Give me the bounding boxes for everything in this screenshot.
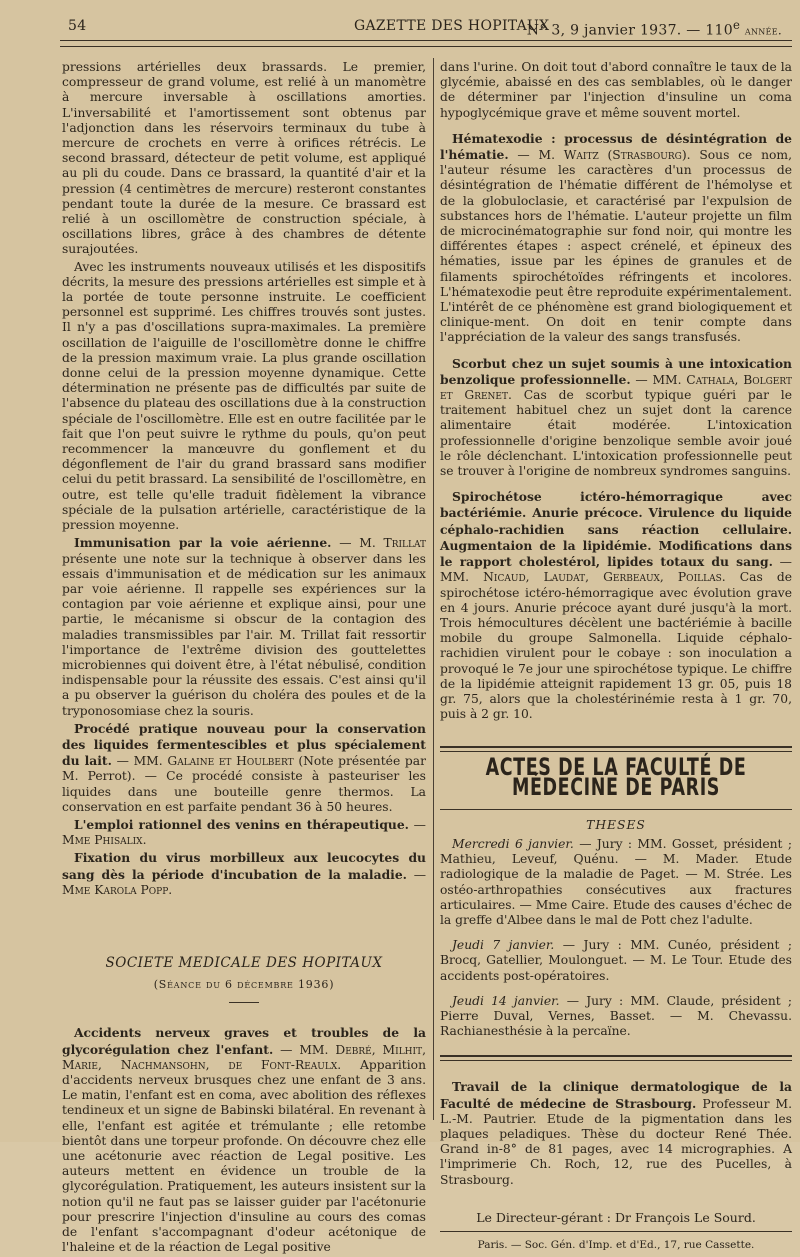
accidents-authors: MM. Debré, Milhit, Marie, Nachmansohn, de Font-Reaulx. — [62, 1042, 426, 1072]
venins-author: Mme Phisalix. — [62, 833, 147, 848]
travail-heading: Travail de la clinique dermatologique de la Faculté de médecine de Strasbourg. — [440, 1079, 792, 1111]
venins-heading: L'emploi rationnel des venins en thérapeutique. — [74, 816, 409, 832]
paragraph-conservation: Procédé pratique nouveau pour la conservation des liquides fermentescibles et plus spécialement du lait. — MM. Galaine et Houlbert (Note présentée par M. Perrot). — Ce procédé consiste à pasteuriser les liquides dans une bouteille genre thermos. La conservation en est parfaite pendant 36 à 50 heures. — [62, 720, 426, 814]
printer-line: Paris. — Soc. Gén. d'Imp. et d'Ed., 17, rue Cassette. — [477, 1239, 755, 1251]
issue-sup: e — [732, 18, 741, 32]
these-jeudi-14 — [440, 994, 792, 1040]
fixation-heading: Fixation du virus morbilleux aux leucocytes du sang dès la période d'incubation de la maladie. — [62, 850, 426, 882]
issue-text: N° 3, 9 janvier 1937. — 110 — [526, 22, 733, 39]
scorbut-authors: MM. Cathala, Bolgert et Grenet. — [440, 372, 792, 403]
seance-date: (Séance du 6 décembre 1936) — [153, 978, 335, 992]
actes-rule-top — [440, 746, 792, 752]
conservation-authors: MM. Galaine et Houlbert — [133, 754, 294, 769]
travail-rule — [440, 1055, 792, 1061]
spirochetose-heading: Spirochétose ictéro-hémorragique avec bactériémie. Anurie précoce. Virulence du liquide céphalo-rachidien sans réaction cellulaire. Augmentaion de la lipidémie. Modifications dans le rapport cholestérol, lipides totaux du sang. — [440, 489, 792, 570]
journal-title: GAZETTE DES HOPITAUX — [354, 18, 550, 34]
immunisation-author: M. Trillat — [359, 536, 426, 551]
hematexodie-body: Sous ce nom, l'auteur résume les caractères d'un processus de désintégration de l'hématie différent de l'hémolyse et de la globuloclasie, et caractérisé par l'expulsion de substances hors de l'hématie. L'auteur projette un film de microcinématographie sur fond noir, qui montre les différentes étapes : aspect crénelé, et épineux des hématies, issue par les épines de granules et de filaments spirochétoïdes réfringents et incolores. L'hématexodie peut être reproduite expérimentalement. L'intérêt de ce phénomène est grand biologiquement et clinique-ment. On doit en tenir compte dans l'appréciation de la valeur des sangs transfusés. — [440, 148, 792, 345]
director-line: Le Directeur-gérant : Dr François Le Sourd. — [476, 1209, 756, 1225]
immunisation-heading: Immunisation par la voie aérienne. — [74, 535, 332, 551]
paragraph-fixation: Fixation du virus morbilleux aux leucocytes du sang dès la période d'incubation de la maladie. — Mme Karola Popp. — [62, 850, 426, 897]
theses-title: THESES — [586, 817, 646, 832]
accidents-body: Apparition d'accidents nerveux brusques chez une enfant de 3 ans. Le matin, l'enfant est en coma, avec abolition des réflexes tendineux et un signe de Babinski bilatéral. En revenant à elle, l'enfant est agitée et trémulante ; elle retombe bientôt dans une torpeur profonde. On découvre chez elle une acétonurie avec réaction de Legal positive. Les auteurs mettent en évidence un trouble de la glycorégulation. Pratiquement, les auteurs insistent sur la notion qu'il ne faut pas se laisser guider par l'acétonurie pour prescrire l'injection d'insuline au cours des comas de l'enfant s'accompagnant d'odeur acétonique de l'haleine et de la réaction de Legal positive — [62, 1057, 426, 1255]
paragraph-scorbut: Scorbut chez un sujet soumis à une intoxication benzolique professionnelle. — MM. Cathala, Bolgert et Grenet. Cas de scorbut typique guéri par le traitement habituel chez un sujet dont la carence alimentaire était modérée. L'intoxication professionnelle d'origine benzolique semble avoir joué le rôle déclenchant. L'intoxication professionnelle peut se trouver à l'origine de nombreux syndromes sanguins. — [440, 355, 792, 479]
fixation-author: Mme Karola Popp. — [62, 882, 173, 897]
paragraph-hematexodie: Hématexodie : processus de désintégration de l'hématie. — M. Waitz (Strasbourg). Sous ce nom, l'auteur résume les caractères d'un processus de désintégration de l'hématie différent de l'hémolyse et de la globuloclasie, et caractérisé par l'expulsion de substances hors de l'hématie. L'auteur projette un film de microcinématographie sur fond noir, qui montre les différentes étapes : aspect crénelé, et épineux des hématies, issue par les épines de granules et de filaments spirochétoïdes réfringents et incolores. L'hématexodie peut être reproduite expérimentalement. L'intérêt de ce phénomène est grand biologiquement et clinique-ment. On doit en tenir compte dans l'appréciation de la valeur des sangs transfusés. — [440, 130, 792, 345]
actes-heading: ACTES DE LA FACULTÉ DE MÉDECINE DE PARIS — [485, 754, 747, 803]
accidents-heading: Accidents nerveux graves et troubles de la glycorégulation chez l'enfant. — [62, 1025, 426, 1057]
paragraph-travail — [440, 1079, 792, 1187]
these-mercredi-day: Mercredi 6 janvier. — [452, 836, 574, 851]
travail-body: Professeur M. L.-M. Pautrier. Etude de la pigmentation dans les plaques peladiques. Thèse du docteur René Thée. Grand in-8° de 81 pages, avec 14 micrographies. A l'imprimerie Ch. Roch, 12, rue des Pucelles, à Strasbourg. — [440, 1096, 792, 1187]
these-jeudi-7 — [440, 938, 792, 984]
paragraph-spirochetose: Spirochétose ictéro-hémorragique avec bactériémie. Anurie précoce. Virulence du liquide céphalo-rachidien sans réaction cellulaire. Augmentaion de la lipidémie. Modifications dans le rapport cholestérol, lipides totaux du sang. — MM. Nicaud, Laudat, Gerbeaux, Poillas. Cas de spirochétose ictéro-hémorragique avec évolution grave en 4 jours. Anurie précoce ayant duré jusqu'à la mort. Trois hémocultures décèlent une bactériémie à bacille mobile du groupe Salmonella. Liquide céphalo-rachidien virulent pour le cobaye : son inoculation a provoqué le 7e jour une spirochétose typique. Le chiffre de la lipidémie atteignit rapidement 13 gr. 05, puis 18 gr. 75, alors que la cholestérinémie resta à 1 gr. 70, puis à 2 gr. 10. — [440, 489, 793, 722]
spirochetose-body: Cas de spirochétose ictéro-hémorragique avec évolution grave en 4 jours. Anurie précoce ayant duré jusqu'à la mort. Trois hémocultures décèlent une bactériémie à bacille mobile du groupe Salmonella. Liquide céphalo-rachidien virulent pour le cobaye : son inoculation a provoqué le 7e jour une spirochétose typique. Le chiffre de la lipidémie atteignit rapidement 13 gr. 05, puis 18 gr. 75, alors que la cholestérinémie resta à 1 gr. 70, puis à 2 gr. 10. — [440, 570, 793, 722]
hematexodie-heading: Hématexodie : processus de désintégration de l'hématie. — [440, 130, 792, 163]
these-jeudi-14-day: Jeudi 14 janvier. — [452, 993, 560, 1008]
spirochetose-authors: MM. Nicaud, Laudat, Gerbeaux, Poillas. — [440, 570, 726, 585]
hematexodie-author: M. Waitz (Strasbourg). — [538, 148, 691, 163]
paragraph-venins: L'emploi rationnel des venins en thérapeutique. — Mme Phisalix. — [62, 816, 426, 848]
issue-word: année. — [744, 23, 782, 38]
these-jeudi-7-day: Jeudi 7 janvier. — [452, 938, 555, 953]
these-jeudi-7-body: — Jury : MM. Cunéo, président ; Brocq, Gatellier, Moulonguet. — M. Le Tour. Etude des accidents post-opératoires. — [440, 938, 792, 983]
left-column — [62, 60, 426, 1257]
conservation-body: (Note présentée par M. Perrot). — Ce procédé consiste à pasteuriser les liquides dans une bouteille genre thermos. La conservation en est parfaite pendant 36 à 50 heures. — [62, 754, 426, 814]
paragraph-pressions: pressions artérielles deux brassards. Le premier, compresseur de grand volume, est relié à un manomètre à mercure inversable à oscillations amorties. L'inversabilité et l'amortissement sont obtenus par l'adjonction dans les réservoirs terminaux du tube à mercure de crochets en verre à orifices rétrécis. Le second brassard, détecteur de petit volume, est appliqué au pli du coude. Dans ce brassard, la quantité d'air et la pression (4 centimètres de mercure) resteront constantes pendant toute la durée de la mesure. Ce brassard est relié à un oscillomètre de construction spéciale, à oscillations libres, grâce à des chambres de détente surajoutées. — [62, 60, 426, 257]
actes-rule-bottom — [440, 809, 792, 810]
paragraph-urine: dans l'urine. On doit tout d'abord connaître le taux de la glycémie, abaissé en des cas semblables, où le danger de déterminer par l'injection d'insuline un coma hypoglycémique grave et même souvent mortel. — [440, 60, 792, 120]
these-mercredi — [440, 837, 792, 928]
paragraph-accidents: Accidents nerveux graves et troubles de la glycorégulation chez l'enfant. — MM. Debré, Milhit, Marie, Nachmansohn, de Font-Reaulx. Apparition d'accidents nerveux brusques chez une enfant de 3 ans. Le matin, l'enfant est en coma, avec abolition des réflexes tendineux et un signe de Babinski bilatéral. En revenant à elle, l'enfant est agitée et trémulante ; elle retombe bientôt dans une torpeur profonde. On découvre chez elle une acétonurie avec réaction de Legal positive. Les auteurs mettent en évidence un trouble de la glycorégulation. Pratiquement, les auteurs insistent sur la notion qu'il ne faut pas se laisser guider par l'acétonurie pour prescrire l'injection d'insuline au cours des comas de l'enfant s'accompagnant d'odeur acétonique de l'haleine et de la réaction de Legal positive — [62, 1025, 426, 1255]
society-title: SOCIETE MEDICALE DES HOPITAUX — [105, 954, 383, 971]
section-rule — [229, 1002, 259, 1003]
these-jeudi-14-body: — Jury : MM. Claude, président ; Pierre Duval, Vernes, Basset. — M. Chevassu. Rachianesthésie à la percaïne. — [440, 993, 792, 1039]
scorbut-heading: Scorbut chez un sujet soumis à une intoxication benzolique professionnelle. — [440, 355, 792, 387]
right-column — [440, 60, 792, 1253]
conservation-heading: Procédé pratique nouveau pour la conservation des liquides fermentescibles et plus spécialement du lait. — [62, 720, 426, 769]
these-mercredi-body: — Jury : MM. Gosset, président ; Mathieu, Leveuf, Quénu. — M. Mader. Etude radiologique de la maladie de Paget. — M. Strée. Les ostéo-arthropathies consécutives aux fractures articulaires. — Mme Caire. Etude des causes d'échec de la greffe d'Albee dans le mal de Pott chez l'adulte. — [440, 836, 792, 927]
header-rule — [60, 40, 792, 47]
page-number: 54 — [68, 18, 87, 34]
paragraph-immunisation: Immunisation par la voie aérienne. — M. Trillat présente une note sur la technique à observer dans les essais d'immunisation et de médication sur les animaux par voie aérienne. Il rappelle ses expériences sur la contagion par voie aérienne et explique ainsi, pour une partie, le mécanisme si obscur de la contagion des maladies transmissibles par l'air. M. Trillat fait ressortir l'importance de l'extrême division des gouttelettes microbiennes qui doivent être, à l'état nébulisé, condition indispensable pour la réussite des essais. C'est ainsi qu'il a pu observer la guérison du choléra des poules et de la tryponosomiase chez la souris. — [62, 535, 426, 718]
printer-rule — [440, 1231, 792, 1232]
scorbut-body: Cas de scorbut typique guéri par le traitement habituel chez un sujet dont la carence alimentaire était modérée. L'intoxication professionnelle d'origine benzolique semble avoir joué le rôle déclenchant. L'intoxication professionnelle peut se trouver à l'origine de nombreux syndromes sanguins. — [440, 388, 792, 479]
issue-info — [527, 18, 782, 39]
page-header — [58, 18, 788, 40]
paragraph-instruments: Avec les instruments nouveaux utilisés et les dispositifs décrits, la mesure des pressions artérielles est simple et à la portée de toute personne instruite. Le coefficient personnel est supprimé. Les chiffres trouvés sont justes. Il n'y a pas d'oscillations supra-maximales. La première oscillation de l'aiguille de l'oscillomètre donne le chiffre de la pression maximum vraie. La plus grande oscillation donne celui de la pression moyenne dynamique. Cette détermination ne présente pas de difficultés par suite de l'absence du plateau des oscillations due à la construction spéciale de l'oscillomètre. Elle est en outre facilitée par le fait que l'on peut suivre le rythme du pouls, qu'on peut recommencer la manœuvre du gonflement et du dégonflement de l'air du grand brassard sans modifier celui du petit brassard. La sensibilité de l'oscillomètre, en outre, est telle qu'elle traduit fidèlement la vibrance spéciale de la pulsation artérielle, caractéristique de la pression moyenne. — [62, 259, 426, 533]
immunisation-body: présente une note sur la technique à observer dans les essais d'immunisation et de médication sur les animaux par voie aérienne. Il rappelle ses expériences sur la contagion par voie aérienne et explique ainsi, pour une partie, le mécanisme si obscur de la contagion des maladies transmissibles par l'air. M. Trillat fait ressortir l'importance de l'extrême division des gouttelettes microbiennes qui doivent être, à l'état nébulisé, condition indispensable pour la réussite des essais. C'est ainsi qu'il a pu observer la guérison du choléra des poules et de la tryponosomiase chez la souris. — [62, 551, 426, 718]
column-divider — [433, 58, 434, 1120]
